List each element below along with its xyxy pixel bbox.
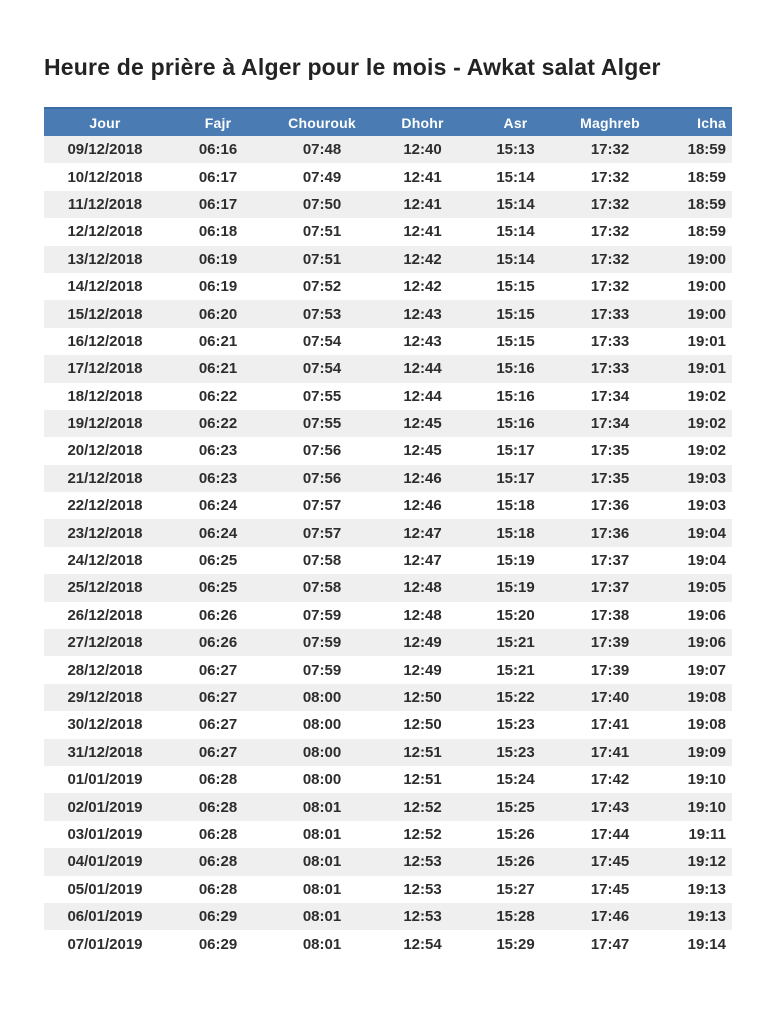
time-cell: 06:17 (198, 168, 238, 186)
time-cell: 18:59 (687, 195, 726, 213)
time-cell: 06:27 (198, 689, 238, 706)
time-cell: 17:41 (590, 743, 630, 761)
table-row (44, 465, 732, 492)
time-cell: 06:26 (198, 606, 238, 624)
time-cell: 17:37 (590, 579, 630, 597)
time-cell: 06:24 (198, 524, 238, 542)
time-cell: 19:01 (687, 332, 726, 350)
table-row (44, 246, 732, 273)
date-cell: 19/12/2018 (67, 415, 143, 433)
table-row (44, 930, 732, 957)
time-cell: 17:43 (590, 798, 630, 816)
date-cell: 06/01/2019 (67, 908, 143, 926)
time-cell: 17:36 (590, 497, 630, 515)
date-cell: 15/12/2018 (67, 305, 143, 323)
table-row (44, 410, 732, 437)
time-cell: 06:27 (198, 743, 238, 761)
time-cell: 17:32 (590, 223, 630, 241)
time-cell: 15:22 (496, 689, 535, 706)
time-cell: 15:28 (496, 908, 535, 926)
time-cell: 12:41 (403, 223, 442, 241)
time-cell: 06:16 (198, 141, 238, 159)
time-cell: 07:56 (302, 469, 342, 487)
time-cell: 15:23 (496, 743, 535, 761)
time-cell: 19:09 (687, 743, 726, 761)
time-cell: 19:11 (688, 825, 726, 843)
time-cell: 19:02 (687, 415, 726, 433)
time-cell: 07:52 (302, 278, 342, 296)
time-cell: 19:03 (687, 469, 726, 487)
table-row (44, 739, 732, 766)
time-cell: 12:47 (403, 524, 442, 542)
time-cell: 07:49 (302, 168, 342, 186)
time-cell: 17:45 (590, 853, 630, 871)
time-cell: 15:16 (496, 387, 535, 405)
column-header-jour: Jour (44, 108, 166, 136)
time-cell: 19:10 (687, 798, 726, 816)
time-cell: 15:16 (496, 360, 535, 378)
time-cell: 19:12 (687, 853, 726, 871)
page-title: Heure de prière à Alger pour le mois - Awkat salat Alger (44, 54, 661, 80)
time-cell: 06:18 (198, 223, 238, 241)
time-cell: 15:18 (496, 524, 535, 542)
time-cell: 12:52 (403, 798, 442, 816)
time-cell: 19:05 (687, 579, 726, 597)
time-cell: 08:00 (302, 743, 342, 761)
date-cell: 30/12/2018 (67, 716, 143, 734)
time-cell: 15:26 (496, 825, 535, 843)
time-cell: 07:59 (302, 634, 342, 652)
time-cell: 12:51 (403, 771, 442, 789)
time-cell: 06:28 (198, 771, 238, 789)
time-cell: 06:17 (198, 195, 238, 213)
time-cell: 07:56 (302, 442, 342, 460)
time-cell: 15:24 (496, 771, 535, 789)
time-cell: 12:45 (403, 415, 442, 433)
time-cell: 17:32 (590, 141, 630, 159)
time-cell: 17:32 (590, 195, 630, 213)
time-cell: 12:53 (403, 853, 442, 871)
table-row (44, 218, 732, 245)
time-cell: 19:13 (687, 908, 726, 926)
time-cell: 17:40 (590, 689, 630, 706)
time-cell: 19:10 (687, 771, 726, 789)
time-cell: 12:47 (403, 552, 442, 570)
time-cell: 18:59 (687, 141, 726, 159)
time-cell: 08:00 (302, 716, 342, 734)
time-cell: 17:37 (590, 552, 630, 570)
time-cell: 06:21 (198, 332, 238, 350)
table-row (44, 574, 732, 601)
date-cell: 03/01/2019 (67, 825, 143, 843)
time-cell: 17:32 (590, 168, 630, 186)
date-cell: 14/12/2018 (67, 278, 143, 296)
time-cell: 17:33 (590, 332, 630, 350)
time-cell: 06:26 (198, 634, 238, 652)
time-cell: 19:13 (687, 880, 726, 898)
table-row (44, 766, 732, 793)
time-cell: 17:32 (590, 278, 630, 296)
date-cell: 20/12/2018 (67, 442, 143, 460)
time-cell: 15:19 (496, 552, 535, 570)
table-row (44, 876, 732, 903)
time-cell: 17:39 (590, 661, 630, 679)
time-cell: 08:00 (302, 771, 342, 789)
date-cell: 29/12/2018 (67, 689, 143, 706)
time-cell: 17:44 (590, 825, 630, 843)
time-cell: 08:01 (302, 853, 342, 871)
column-header-icha: Icha (660, 108, 732, 136)
time-cell: 19:02 (687, 387, 726, 405)
time-cell: 08:01 (302, 880, 342, 898)
time-cell: 12:41 (403, 168, 442, 186)
time-cell: 12:46 (403, 497, 442, 515)
time-cell: 15:25 (496, 798, 535, 816)
time-cell: 12:50 (403, 716, 442, 734)
time-cell: 12:46 (403, 469, 442, 487)
time-cell: 18:59 (687, 223, 726, 241)
time-cell: 08:00 (302, 689, 342, 706)
time-cell: 06:23 (198, 442, 238, 460)
date-cell: 07/01/2019 (67, 935, 143, 953)
time-cell: 19:08 (687, 689, 726, 706)
time-cell: 15:17 (496, 469, 535, 487)
time-cell: 07:57 (302, 524, 342, 542)
date-cell: 21/12/2018 (67, 469, 143, 487)
time-cell: 15:14 (496, 250, 535, 268)
time-cell: 15:14 (496, 223, 535, 241)
time-cell: 15:16 (496, 415, 535, 433)
date-cell: 22/12/2018 (67, 497, 143, 515)
time-cell: 07:58 (302, 579, 342, 597)
date-cell: 27/12/2018 (67, 634, 143, 652)
time-cell: 06:21 (198, 360, 238, 378)
table-row (44, 602, 732, 629)
time-cell: 17:35 (590, 469, 630, 487)
table-row (44, 656, 732, 683)
time-cell: 12:48 (403, 579, 442, 597)
time-cell: 12:53 (403, 880, 442, 898)
time-cell: 19:00 (687, 250, 726, 268)
date-cell: 05/01/2019 (67, 880, 143, 898)
date-cell: 18/12/2018 (67, 387, 143, 405)
time-cell: 12:54 (403, 935, 442, 953)
date-cell: 23/12/2018 (67, 524, 143, 542)
table-header-row (44, 108, 732, 136)
time-cell: 06:25 (198, 552, 238, 570)
time-cell: 06:23 (198, 469, 238, 487)
time-cell: 15:19 (496, 579, 535, 597)
date-cell: 04/01/2019 (67, 853, 143, 871)
time-cell: 12:51 (403, 743, 442, 761)
time-cell: 06:25 (198, 579, 238, 597)
table-row (44, 191, 732, 218)
time-cell: 07:54 (302, 360, 342, 378)
time-cell: 17:35 (590, 442, 630, 460)
time-cell: 07:54 (302, 332, 342, 350)
table-row (44, 328, 732, 355)
time-cell: 19:03 (687, 497, 726, 515)
time-cell: 07:59 (302, 661, 342, 679)
time-cell: 12:49 (403, 661, 442, 679)
time-cell: 15:14 (496, 195, 535, 213)
time-cell: 07:55 (302, 387, 342, 405)
time-cell: 06:28 (198, 825, 238, 843)
time-cell: 15:18 (496, 497, 535, 515)
date-cell: 12/12/2018 (67, 223, 143, 241)
column-header-fajr: Fajr (166, 108, 270, 136)
table-row (44, 547, 732, 574)
column-header-maghreb: Maghreb (560, 108, 660, 136)
time-cell: 08:01 (302, 798, 342, 816)
date-cell: 25/12/2018 (67, 579, 143, 597)
table-row (44, 711, 732, 738)
table-row (44, 793, 732, 820)
table-header (44, 108, 732, 136)
time-cell: 15:17 (496, 442, 535, 460)
time-cell: 15:15 (496, 305, 535, 323)
time-cell: 17:32 (590, 250, 630, 268)
time-cell: 17:47 (590, 935, 630, 953)
table-row (44, 300, 732, 327)
time-cell: 06:29 (198, 908, 238, 926)
time-cell: 15:21 (496, 661, 535, 679)
time-cell: 12:42 (403, 250, 442, 268)
time-cell: 06:20 (198, 305, 238, 323)
time-cell: 15:14 (496, 168, 535, 186)
time-cell: 19:07 (687, 661, 726, 679)
column-header-asr: Asr (471, 108, 560, 136)
time-cell: 15:23 (496, 716, 535, 734)
time-cell: 15:15 (496, 332, 535, 350)
time-cell: 17:33 (590, 360, 630, 378)
time-cell: 19:04 (687, 524, 726, 542)
time-cell: 07:59 (302, 606, 342, 624)
column-header-dhohr: Dhohr (374, 108, 471, 136)
time-cell: 15:15 (496, 278, 535, 296)
time-cell: 12:42 (403, 278, 442, 296)
time-cell: 19:00 (687, 278, 726, 296)
time-cell: 07:57 (302, 497, 342, 515)
time-cell: 12:40 (403, 141, 442, 159)
time-cell: 18:59 (687, 168, 726, 186)
table-row (44, 355, 732, 382)
time-cell: 15:27 (496, 880, 535, 898)
time-cell: 06:28 (198, 853, 238, 871)
time-cell: 06:27 (198, 661, 238, 679)
time-cell: 15:20 (496, 606, 535, 624)
time-cell: 17:42 (590, 771, 630, 789)
column-header-chourouk: Chourouk (270, 108, 374, 136)
time-cell: 07:58 (302, 552, 342, 570)
time-cell: 19:01 (687, 360, 726, 378)
time-cell: 08:01 (302, 825, 342, 843)
table-row (44, 163, 732, 190)
time-cell: 07:53 (302, 305, 342, 323)
time-cell: 06:24 (198, 497, 238, 515)
time-cell: 06:19 (198, 278, 238, 296)
prayer-times-table (44, 107, 732, 958)
time-cell: 08:01 (302, 908, 342, 926)
time-cell: 15:13 (496, 141, 535, 159)
time-cell: 07:50 (302, 195, 342, 213)
time-cell: 06:22 (198, 387, 238, 405)
table-row (44, 437, 732, 464)
time-cell: 12:44 (403, 360, 442, 378)
table-body (44, 136, 732, 958)
time-cell: 07:51 (302, 223, 342, 241)
time-cell: 19:04 (687, 552, 726, 570)
date-cell: 13/12/2018 (67, 250, 143, 268)
time-cell: 12:45 (403, 442, 442, 460)
table-row (44, 848, 732, 875)
table-row (44, 136, 732, 163)
table-row (44, 684, 732, 711)
time-cell: 12:43 (403, 332, 442, 350)
time-cell: 19:08 (687, 716, 726, 734)
table-row (44, 629, 732, 656)
time-cell: 19:06 (687, 634, 726, 652)
time-cell: 06:29 (198, 935, 238, 953)
time-cell: 12:41 (403, 195, 442, 213)
date-cell: 11/12/2018 (67, 195, 143, 213)
table-row (44, 821, 732, 848)
time-cell: 15:21 (496, 634, 535, 652)
table-row (44, 492, 732, 519)
time-cell: 19:00 (687, 305, 726, 323)
time-cell: 17:39 (590, 634, 630, 652)
table-row (44, 383, 732, 410)
time-cell: 06:28 (198, 798, 238, 816)
time-cell: 12:53 (403, 908, 442, 926)
date-cell: 10/12/2018 (67, 168, 143, 186)
time-cell: 17:34 (590, 387, 630, 405)
time-cell: 15:29 (496, 935, 535, 953)
time-cell: 07:51 (302, 250, 342, 268)
time-cell: 17:33 (590, 305, 630, 323)
table-row (44, 273, 732, 300)
time-cell: 19:14 (687, 935, 726, 953)
date-cell: 31/12/2018 (67, 743, 143, 761)
table-row (44, 903, 732, 930)
time-cell: 17:38 (590, 606, 630, 624)
time-cell: 17:36 (590, 524, 630, 542)
date-cell: 24/12/2018 (67, 552, 143, 570)
time-cell: 07:48 (302, 141, 342, 159)
time-cell: 12:44 (403, 387, 442, 405)
time-cell: 17:45 (590, 880, 630, 898)
time-cell: 06:27 (198, 716, 238, 734)
table-row (44, 519, 732, 546)
time-cell: 07:55 (302, 415, 342, 433)
date-cell: 02/01/2019 (67, 798, 143, 816)
date-cell: 16/12/2018 (67, 332, 143, 350)
time-cell: 06:22 (198, 415, 238, 433)
time-cell: 08:01 (302, 935, 342, 953)
date-cell: 26/12/2018 (67, 606, 143, 624)
time-cell: 12:48 (403, 606, 442, 624)
time-cell: 17:46 (590, 908, 630, 926)
date-cell: 28/12/2018 (67, 661, 143, 679)
date-cell: 17/12/2018 (67, 360, 143, 378)
time-cell: 12:43 (403, 305, 442, 323)
time-cell: 06:28 (198, 880, 238, 898)
time-cell: 15:26 (496, 853, 535, 871)
time-cell: 06:19 (198, 250, 238, 268)
time-cell: 12:52 (403, 825, 442, 843)
time-cell: 12:50 (403, 689, 442, 706)
time-cell: 19:02 (687, 442, 726, 460)
time-cell: 19:06 (687, 606, 726, 624)
date-cell: 09/12/2018 (67, 141, 143, 159)
time-cell: 17:41 (590, 716, 630, 734)
time-cell: 17:34 (590, 415, 630, 433)
date-cell: 01/01/2019 (67, 771, 143, 789)
time-cell: 12:49 (403, 634, 442, 652)
